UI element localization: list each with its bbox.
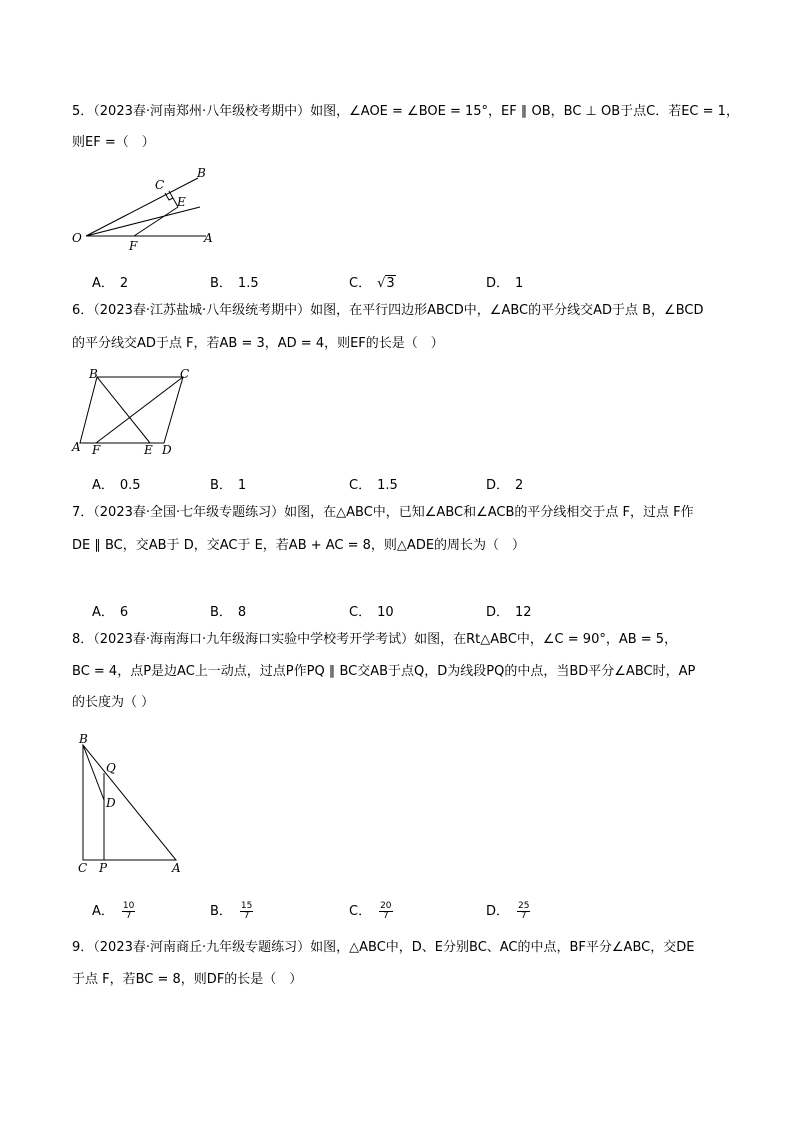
q7-line-2: DE ∥ BC，交AB于 D，交AC于 E，若AB + AC = 8，则△ADE的周长为（ ） [72,538,526,553]
q8-label-b: B [79,732,88,746]
q6-choice-a[interactable]: A． 0.5 [92,478,141,493]
q6-line-1: 6．（2023春·江苏盐城·八年级统考期中）如图，在平行四边形ABCD中，∠ABC的平分线交AD于点 B，∠BCD [72,303,704,318]
q7-choice-b[interactable]: B． 8 [210,605,247,620]
q8-label-q: Q [106,761,116,775]
q6-choices [92,474,712,494]
q7-choices [92,601,712,621]
q5-label-o: O [72,231,82,245]
q9-line-1: 9．（2023春·河南商丘·九年级专题练习）如图，△ABC中，D、E分别BC、AC的中点，BF平分∠ABC，交DE [72,940,695,955]
q5-choice-a[interactable]: A． 2 [92,276,129,291]
q5-choice-d[interactable]: D． 1 [486,276,524,291]
q5-label-f: F [129,239,138,252]
q9-line-2: 于点 F，若BC = 8，则DF的长是（ ） [72,972,303,987]
q8-choices [92,900,712,920]
q5-label-c: C [155,178,165,192]
fraction: $\frac{20}{7}$ [380,901,392,921]
q5-line-2: 则EF =（ ） [72,135,155,150]
q6-choice-b[interactable]: B． 1 [210,478,247,493]
q8-line-1: 8．（2023春·海南海口·九年级海口实验中学校考开学考试）如图，在Rt△ABC中，∠C = 90°，AB = 5， [72,632,678,647]
q8-choice-a[interactable]: A． $\frac{10}{7}$ [92,901,135,921]
q5-choice-b[interactable]: B． 1.5 [210,276,259,291]
q5-label-b: B [197,166,206,180]
q7-choice-d[interactable]: D． 12 [486,605,532,620]
q5-choice-c[interactable]: C． √3 [349,276,395,291]
q6-figure [70,366,200,458]
q7-choice-c[interactable]: C． 10 [349,605,394,620]
q6-choice-c[interactable]: C． 1.5 [349,478,398,493]
q8-label-p: P [99,861,108,875]
q6-label-f: F [92,443,101,457]
fraction: $\frac{15}{7}$ [240,901,253,921]
q6-label-e: E [144,443,153,457]
q8-label-c: C [78,861,88,875]
q8-choice-b[interactable]: B． $\frac{15}{7}$ [210,901,253,921]
q6-label-b: B [89,367,98,381]
q7-line-1: 7．（2023春·全国·七年级专题练习）如图，在△ABC中，已知∠ABC和∠ACB的平分线相交于点 F，过点 F作 [72,505,694,520]
q8-label-a: A [172,861,181,875]
q6-label-a: A [72,440,81,454]
q8-figure [72,728,192,880]
q6-choice-d[interactable]: D． 2 [486,478,524,493]
sqrt-symbol: √3 [377,276,395,291]
q8-choice-c[interactable]: C． $\frac{20}{7}$ [349,901,392,921]
q5-choices [92,272,712,292]
q8-line-2: BC = 4，点P是边AC上一动点，过点P作PQ ∥ BC交AB于点Q，D为线段PQ的中点，当BD平分∠ABC时，AP [72,664,696,679]
q5-label-a: A [204,231,213,245]
q8-line-3: 的长度为（ ） [72,695,155,710]
q6-label-c: C [180,367,190,381]
q5-figure [66,162,226,252]
fraction: $\frac{10}{7}$ [122,901,135,921]
q6-line-2: 的平分线交AD于点 F，若AB = 3，AD = 4，则EF的长是（ ） [72,336,444,351]
q8-label-d: D [106,796,116,810]
q8-choice-d[interactable]: D． $\frac{25}{7}$ [486,901,530,921]
q6-label-d: D [162,443,172,457]
q5-line-1: 5．（2023春·河南郑州·八年级校考期中）如图，∠AOE = ∠BOE = 15°，EF ∥ OB，BC ⊥ OB于点C．若EC = 1， [72,104,739,119]
q5-label-e: E [177,195,186,209]
q7-choice-a[interactable]: A． 6 [92,605,129,620]
fraction: $\frac{25}{7}$ [518,901,530,921]
